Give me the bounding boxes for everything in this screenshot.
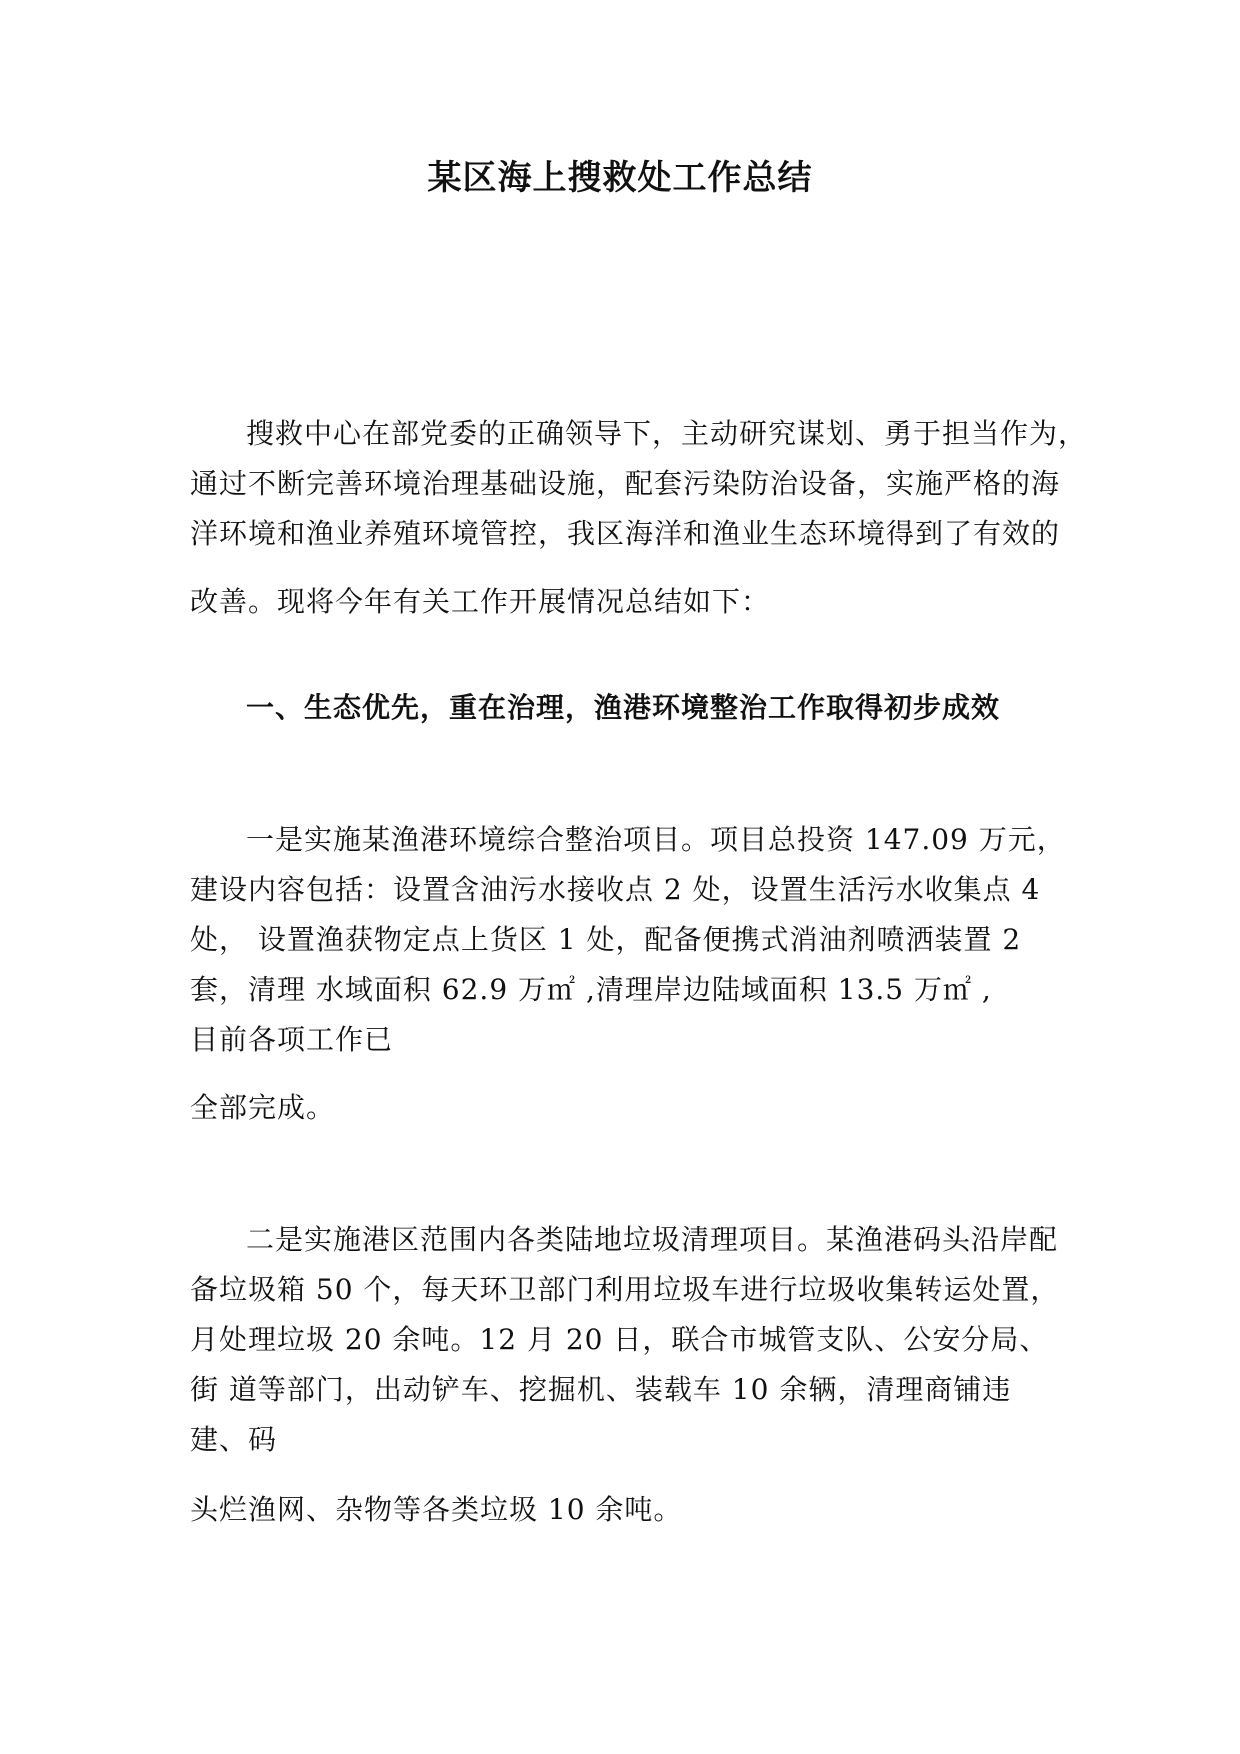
paragraph-line: 处， 设置渔获物定点上货区 1 处，配备便携式消油剂喷洒装置 2 bbox=[190, 923, 1022, 956]
intro-line: 改善。现将今年有关工作开展情况总结如下： bbox=[190, 585, 771, 618]
paragraph-line: 建、码 bbox=[190, 1423, 278, 1456]
document-title: 某区海上搜救处工作总结 bbox=[427, 158, 813, 198]
paragraph-line: 全部完成。 bbox=[190, 1091, 336, 1124]
paragraph-line: 一是实施某渔港环境综合整治项目。项目总投资 147.09 万元， bbox=[246, 823, 1066, 856]
intro-line: 搜救中心在部党委的正确领导下，主动研究谋划、勇于担当作为， bbox=[246, 417, 1088, 450]
section-heading-1: 一、生态优先，重在治理，渔港环境整治工作取得初步成效 bbox=[246, 691, 1001, 724]
paragraph-line: 目前各项工作已 bbox=[190, 1023, 394, 1056]
paragraph-line: 二是实施港区范围内各类陆地垃圾清理项目。某渔港码头沿岸配 bbox=[246, 1223, 1059, 1256]
paragraph-line: 备垃圾箱 50 个，每天环卫部门利用垃圾车进行垃圾收集转运处置， bbox=[190, 1273, 1060, 1306]
paragraph-line: 套，清理 水域面积 62.9 万㎡ ,清理岸边陆域面积 13.5 万㎡ , bbox=[190, 973, 992, 1006]
paragraph-line: 建设内容包括：设置含油污水接收点 2 处，设置生活污水收集点 4 bbox=[190, 873, 1041, 906]
intro-line: 通过不断完善环境治理基础设施，配套污染防治设备，实施严格的海 bbox=[190, 467, 1061, 500]
intro-line: 洋环境和渔业养殖环境管控，我区海洋和渔业生态环境得到了有效的 bbox=[190, 517, 1061, 550]
paragraph-line: 街 道等部门，出动铲车、挖掘机、装载车 10 余辆，清理商铺违 bbox=[190, 1373, 1012, 1406]
paragraph-line: 月处理垃圾 20 余吨。12 月 20 日，联合市城管支队、公安分局、 bbox=[190, 1323, 1049, 1356]
paragraph-line: 头烂渔网、杂物等各类垃圾 10 余吨。 bbox=[190, 1493, 683, 1526]
